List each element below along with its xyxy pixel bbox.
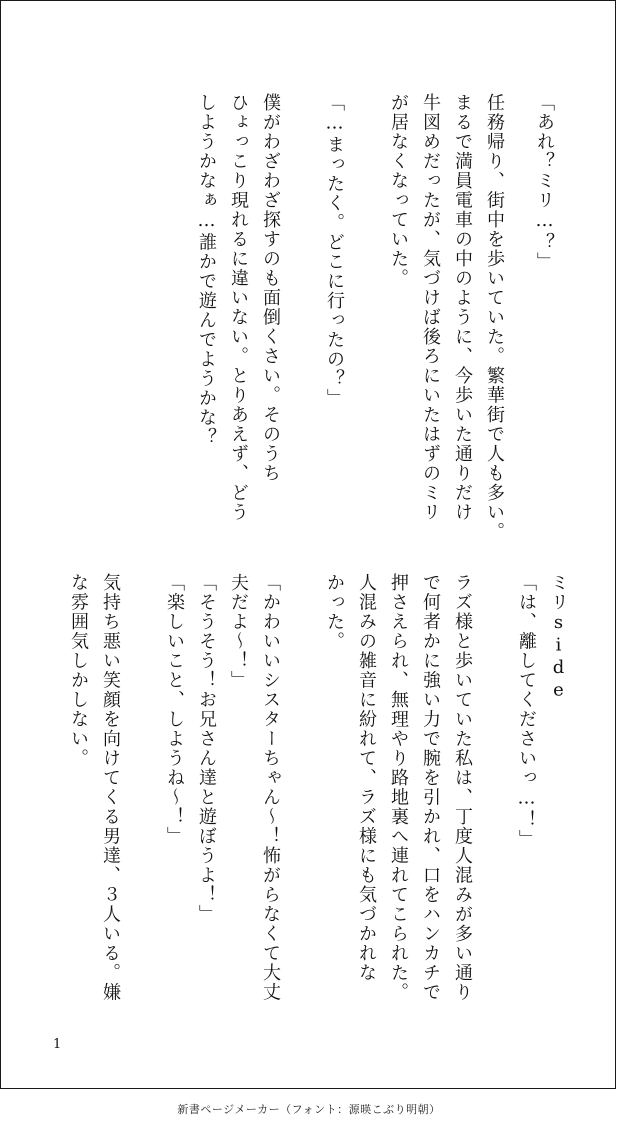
text-line: 牛図めだったが、気づけば後ろにいたはずのミリ (420, 93, 441, 522)
text-line: が居なくなっていた。 (388, 93, 409, 288)
text-line: まるで満員電車の中のように、今歩いた通りだけ (452, 93, 473, 522)
text-line: で何者かに強い力で腕を引かれ、口をハンカチで (420, 573, 441, 1002)
section-heading: ミリside (548, 573, 569, 702)
text-line: 「そうそう！お兄さん達と遊ぼうよ！」 (196, 573, 217, 924)
text-line: かった。 (324, 573, 345, 651)
text-line: 「は、離してくださいっ…！」 (516, 573, 537, 849)
footer-caption: 新書ページメーカー（フォント：源暎こぶり明朝） (177, 1103, 441, 1116)
text-line: しようかなぁ…誰かで遊んでようかな？ (196, 93, 217, 447)
text-line: 夫だよ〜！」 (228, 573, 249, 690)
text-line: 任務帰り、街中を歩いていた。繁華街で人も多い。 (484, 93, 505, 542)
text-line: 「…まったく。どこに行ったの？」 (324, 93, 345, 408)
text-line: 人混みの雑音に紛れて、ラズ様にも気づかれな (356, 573, 377, 983)
text-line: 気持ち悪い笑顔を向けてくる男達、３人いる。嫌 (100, 573, 121, 1002)
text-line: 僕がわざわざ探すのも面倒くさい。そのうち (260, 93, 281, 483)
text-line: ラズ様と歩いていた私は、丁度人混みが多い通り (452, 573, 473, 1002)
page-number: 1 (53, 1037, 62, 1052)
text-line: 「あれ？ミリ…？」 (534, 93, 555, 272)
text-line: 「かわいいシスターちゃん〜！怖がらなくて大丈 (260, 573, 281, 1002)
text-line: ひょっこり現れるに違いない。とりあえず、どう (228, 93, 249, 522)
text-line: な雰囲気しかしない。 (68, 573, 89, 768)
text-line: 押さえられ、無理やり路地裏へ連れてこられた。 (388, 573, 409, 1002)
text-line: 「楽しいこと、しようね〜！」 (164, 573, 185, 846)
